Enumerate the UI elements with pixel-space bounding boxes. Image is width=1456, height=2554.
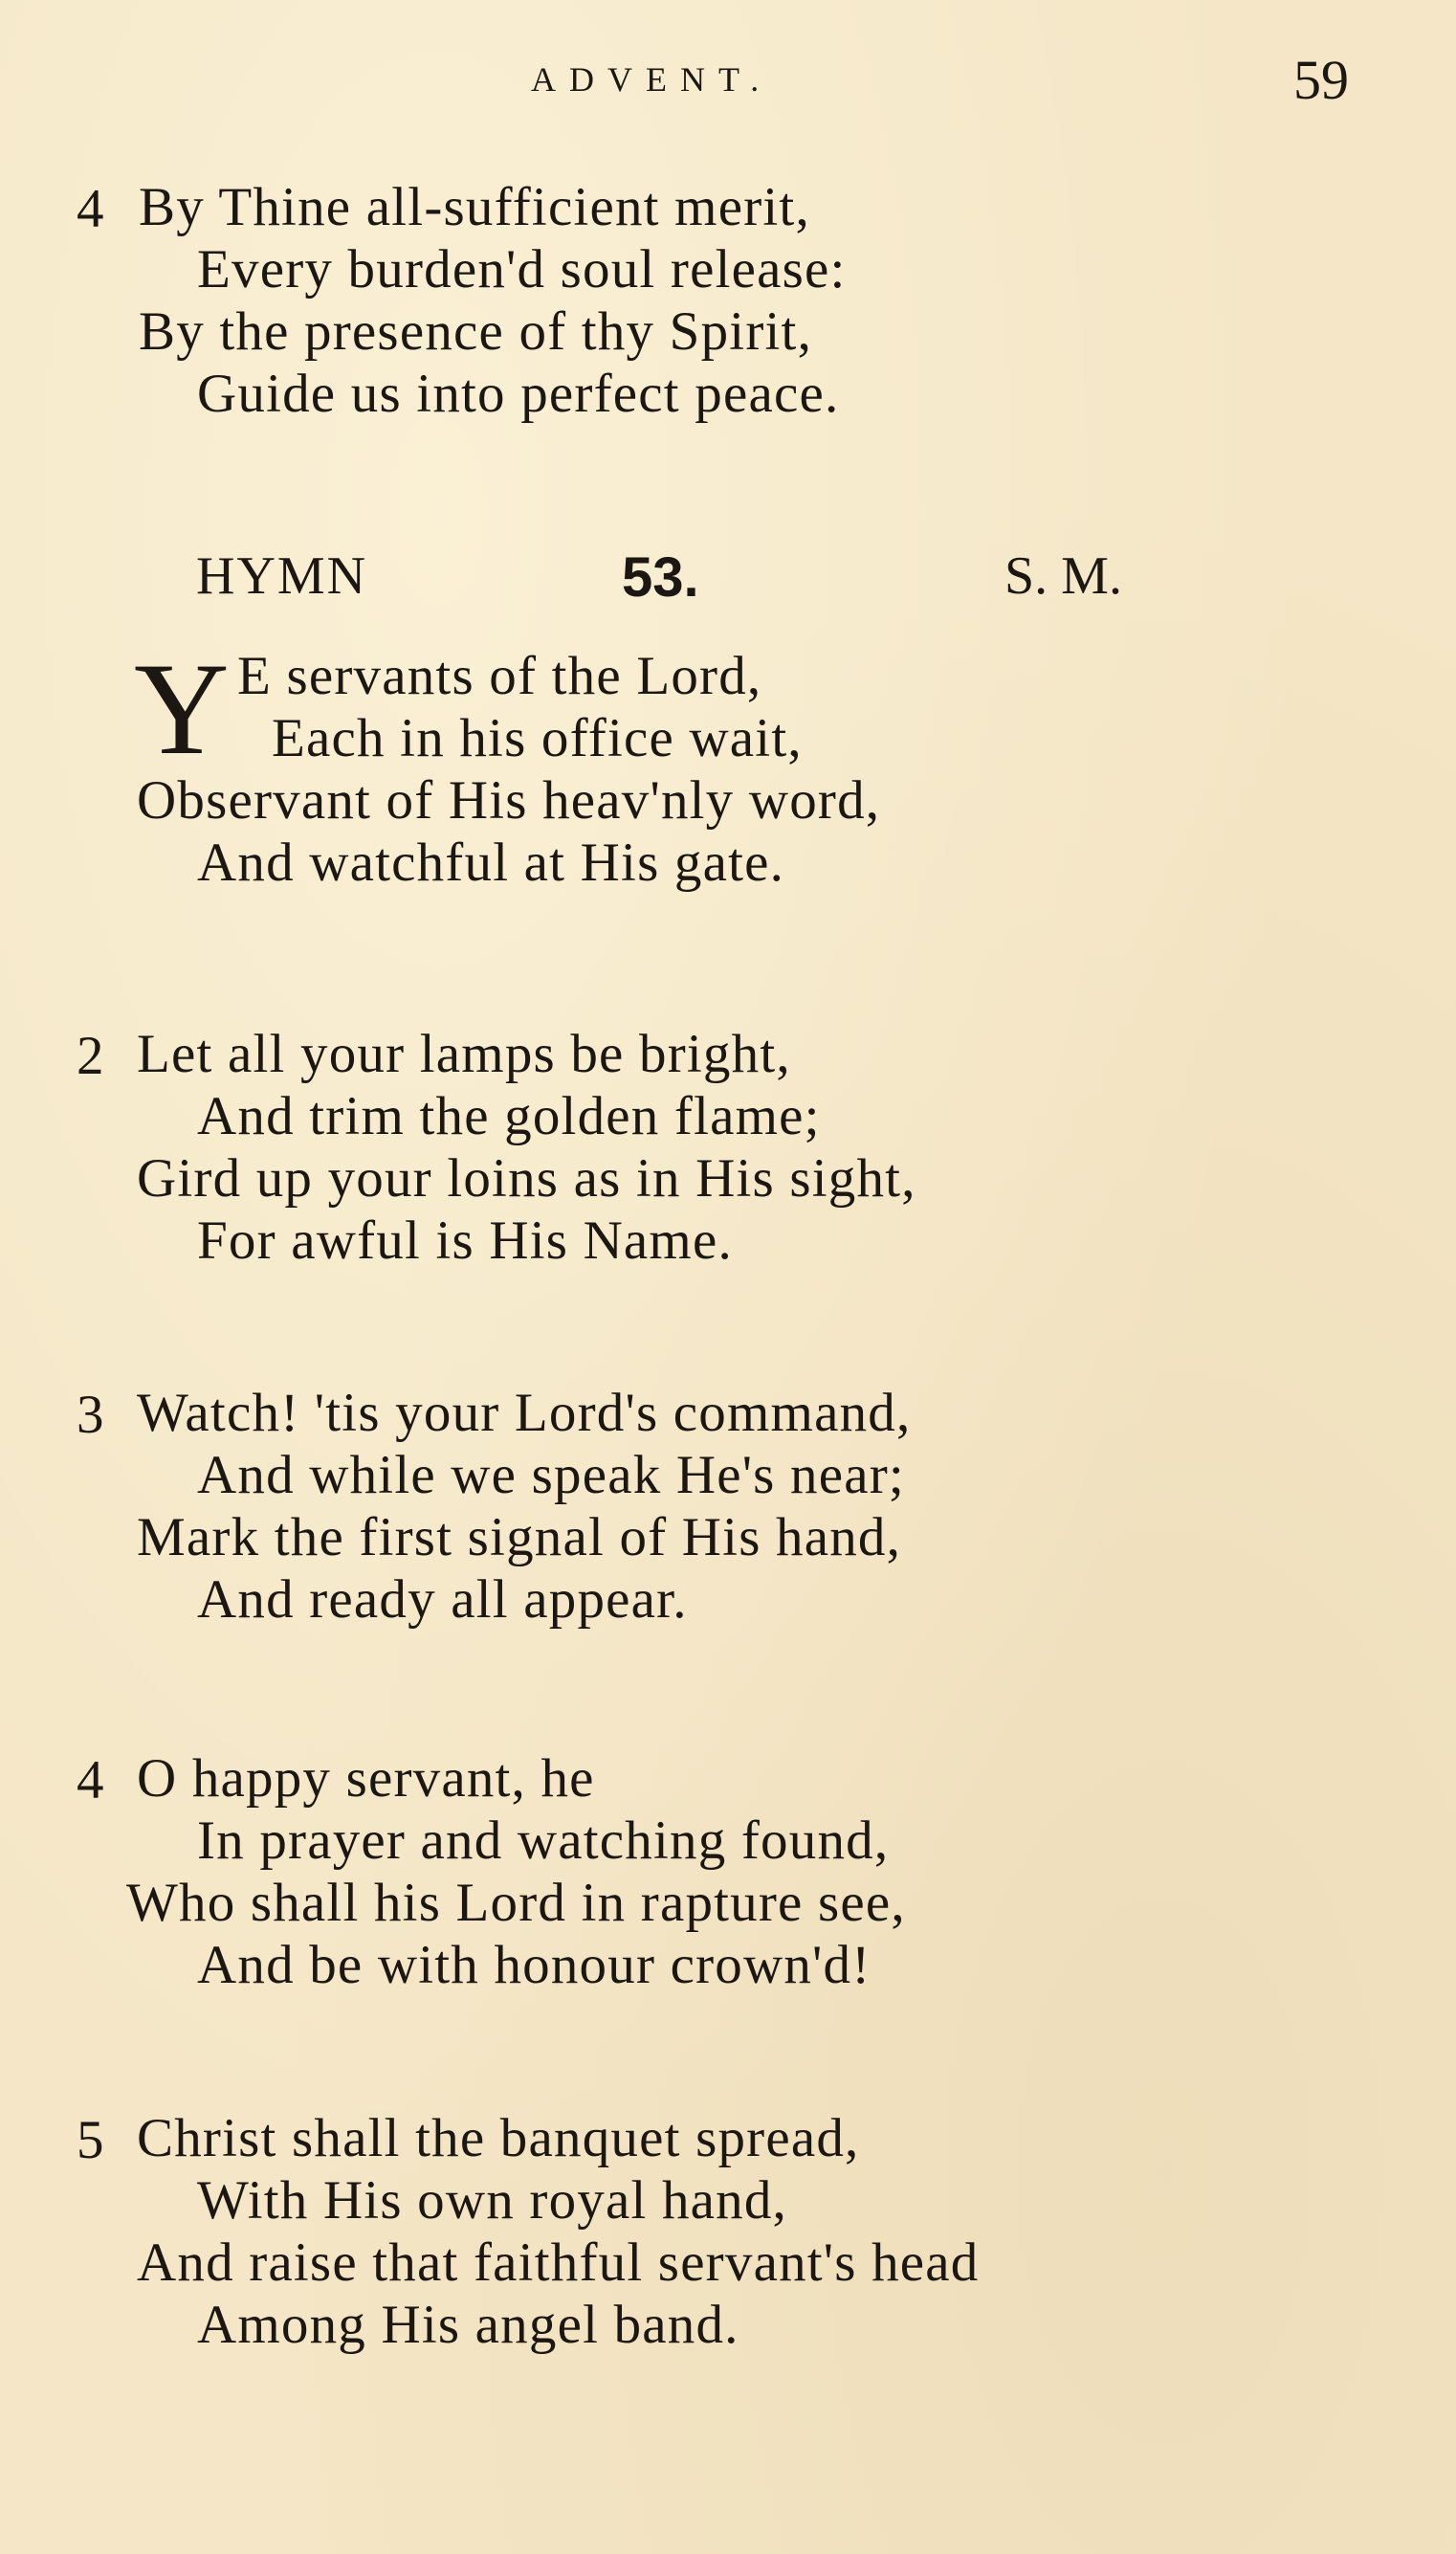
verse-line: In prayer and watching found, xyxy=(197,1810,890,1871)
hymn-label: HYMN xyxy=(196,546,368,606)
verse-line: And watchful at His gate. xyxy=(197,833,785,893)
verse-number: 3 xyxy=(77,1385,104,1445)
verse-number: 5 xyxy=(77,2110,104,2170)
verse-line: Watch! 'tis your Lord's command, xyxy=(137,1383,912,1443)
hymn-meter: S. M. xyxy=(1004,546,1122,606)
verse-line: Guide us into perfect peace. xyxy=(197,364,840,424)
verse-line: Who shall his Lord in rapture see, xyxy=(126,1873,906,1933)
verse-line: Every burden'd soul release: xyxy=(197,239,847,300)
verse-line: And trim the golden flame; xyxy=(197,1086,821,1146)
verse-line: Christ shall the banquet spread, xyxy=(137,2108,860,2168)
verse-number: 4 xyxy=(77,1750,104,1810)
verse-number: 2 xyxy=(77,1026,104,1086)
verse-line: Let all your lamps be bright, xyxy=(137,1024,791,1084)
verse-line: By the presence of thy Spirit, xyxy=(139,301,813,362)
verse-line: And ready all appear. xyxy=(197,1569,688,1630)
hymn-header xyxy=(196,545,1153,612)
verse-line: Gird up your loins as in His sight, xyxy=(137,1148,916,1209)
verse-line: Each in his office wait, xyxy=(272,708,803,768)
verse-line: Mark the first signal of His hand, xyxy=(137,1507,902,1567)
verse-line: And be with honour crown'd! xyxy=(197,1935,871,1995)
verse-line: Observant of His heav'nly word, xyxy=(137,770,881,831)
running-title: ADVENT. xyxy=(531,60,773,99)
hymn-number: 53. xyxy=(622,546,699,609)
verse-line: By Thine all-sufficient merit, xyxy=(139,177,810,237)
verse-line: And raise that faithful servant's head xyxy=(137,2232,980,2293)
verse-line: And while we speak He's near; xyxy=(197,1445,905,1505)
drop-cap: Y xyxy=(134,635,230,782)
verse-line: Among His angel band. xyxy=(197,2295,739,2355)
verse-line: E servants of the Lord, xyxy=(237,646,762,706)
verse-line: O happy servant, he xyxy=(137,1748,595,1809)
verse-line: With His own royal hand, xyxy=(197,2170,788,2231)
page-number: 59 xyxy=(1293,49,1349,111)
verse-line: For awful is His Name. xyxy=(197,1210,733,1271)
verse-number: 4 xyxy=(77,179,104,239)
